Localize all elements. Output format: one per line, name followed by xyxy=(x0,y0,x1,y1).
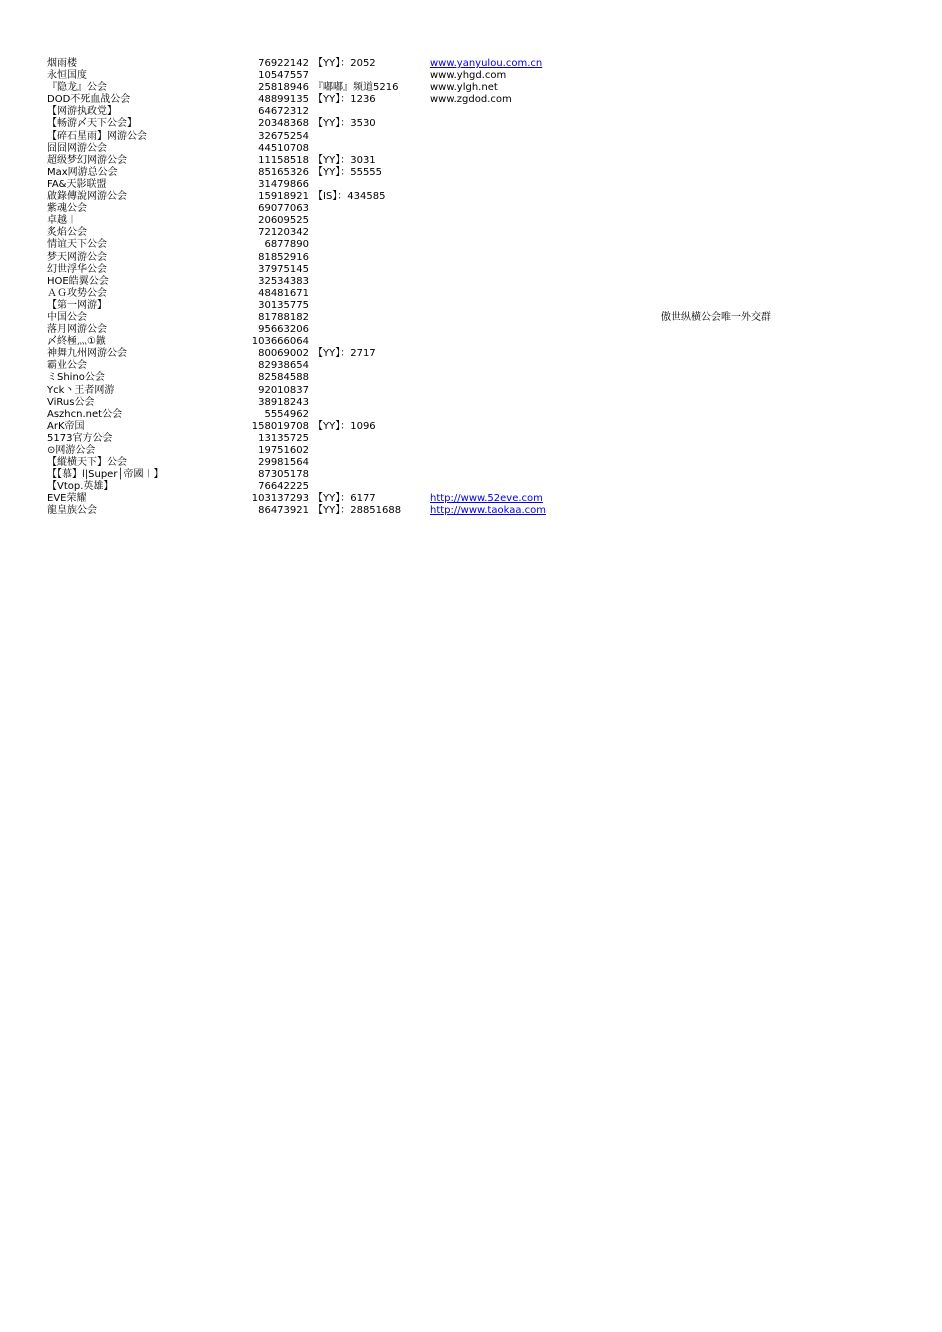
group-number-cell: 10547557 xyxy=(258,70,309,82)
group-number-cell: 86473921 xyxy=(258,505,309,517)
guild-name-cell: 5173官方公会 xyxy=(47,432,113,444)
voice-channel-cell: 【YY】：2052 xyxy=(313,58,376,69)
guild-name-cell: EVE荣耀 xyxy=(47,493,87,505)
guild-name-cell: 永恒国度 xyxy=(47,70,87,82)
guild-name-cell: 情谊天下公会 xyxy=(47,239,107,251)
table-row xyxy=(47,191,927,203)
website-cell: www.zgdod.com xyxy=(430,94,512,106)
table-row xyxy=(47,312,927,324)
table-row xyxy=(47,106,927,118)
group-number-cell: 29981564 xyxy=(258,457,309,469)
group-number-cell: 92010837 xyxy=(258,384,309,396)
guild-name-cell: 卓越︱ xyxy=(47,215,77,227)
table-row xyxy=(47,360,927,372)
guild-name-cell: 【畅游〆天下公会】 xyxy=(47,118,137,130)
group-number-cell: 81788182 xyxy=(258,311,309,323)
group-number-cell: 76642225 xyxy=(258,481,309,493)
group-number-cell: 69077063 xyxy=(258,203,309,215)
table-row xyxy=(47,227,927,239)
table-row xyxy=(47,179,927,191)
group-number-cell: 38918243 xyxy=(258,396,309,408)
website-cell: www.ylgh.net xyxy=(430,82,498,94)
voice-channel-cell: 【YY】：1096 xyxy=(313,420,376,432)
guild-name-cell: 神舞九州网游公会 xyxy=(47,348,127,360)
table-row xyxy=(47,409,927,421)
guild-name-cell: ＡＧ攻势公会 xyxy=(47,287,107,299)
guild-name-cell: ViRus公会 xyxy=(47,396,95,408)
group-number-cell: 30135775 xyxy=(258,299,309,311)
table-row xyxy=(47,70,927,82)
table-row xyxy=(47,94,927,106)
voice-channel-cell: 【YY】：6177 xyxy=(313,493,376,505)
website-link[interactable]: http://www.taokaa.com xyxy=(430,505,547,517)
voice-channel-cell: 【YY】：2717 xyxy=(313,348,376,360)
table-row xyxy=(47,457,927,469)
table-row xyxy=(47,288,927,300)
guild-name-cell: FA&天影联盟 xyxy=(47,178,107,190)
guild-name-cell: 【Vtop.英雄】 xyxy=(47,481,114,493)
guild-name-cell: 【【慕】l|Super│帝國︱】 xyxy=(47,469,164,481)
table-row xyxy=(47,264,927,276)
guild-name-cell: DOD不死血战公会 xyxy=(47,94,131,106)
guild-name-cell: 梦天网游公会 xyxy=(47,251,107,263)
guild-name-cell: 落月网游公会 xyxy=(47,324,107,336)
group-number-cell: 82584588 xyxy=(258,372,309,384)
guild-name-cell: Max网游总公会 xyxy=(47,166,118,178)
guild-name-cell: 龍皇族公会 xyxy=(47,505,97,517)
table-row xyxy=(47,348,927,360)
guild-name-cell: 啟錄傳說网游公会 xyxy=(47,191,127,203)
group-number-cell: 80069002 xyxy=(258,348,309,360)
table-row xyxy=(47,239,927,251)
group-number-cell: 19751602 xyxy=(258,445,309,456)
table-row xyxy=(47,372,927,384)
group-number-cell: 15918921 xyxy=(258,191,309,203)
note-cell: 傲世纵横公会唯一外交群 xyxy=(661,311,771,323)
group-number-cell: 37975145 xyxy=(258,263,309,275)
website-link[interactable]: www.yanyulou.com.cn xyxy=(430,58,543,69)
group-number-cell: 72120342 xyxy=(258,227,309,239)
table-row xyxy=(47,203,927,215)
group-number-cell: 103666064 xyxy=(251,336,309,348)
guild-name-cell: Yck丶王者网游 xyxy=(47,384,115,396)
group-number-cell: 103137293 xyxy=(251,493,309,505)
table-row xyxy=(47,276,927,288)
table-row xyxy=(47,493,927,505)
table-row xyxy=(47,167,927,179)
group-number-cell: 76922142 xyxy=(258,58,309,69)
voice-channel-cell: 【YY】：3530 xyxy=(313,118,376,130)
guild-name-cell: 炙焰公会 xyxy=(47,227,87,239)
group-number-cell: 32534383 xyxy=(258,275,309,287)
group-number-cell: 82938654 xyxy=(258,360,309,372)
voice-channel-cell: 【IS】：434585 xyxy=(313,191,386,203)
table-row xyxy=(47,385,927,397)
guild-name-cell: 【縱横天下】公会 xyxy=(47,457,127,469)
table-row xyxy=(47,143,927,155)
guild-name-cell: 囧囧网游公会 xyxy=(47,142,107,154)
guild-name-cell: 紫魂公会 xyxy=(47,203,87,215)
table-row xyxy=(47,433,927,445)
group-number-cell: 85165326 xyxy=(258,166,309,178)
voice-channel-cell: 【YY】：3031 xyxy=(313,154,376,166)
guild-list-sheet xyxy=(47,58,927,518)
table-row xyxy=(47,82,927,94)
group-number-cell: 5554962 xyxy=(264,408,309,420)
guild-name-cell: 【碎石星雨】网游公会 xyxy=(47,130,147,142)
table-row xyxy=(47,215,927,227)
guild-name-cell: HOE皓翼公会 xyxy=(47,275,109,287)
guild-name-cell: 【网游执政党】 xyxy=(47,106,117,118)
guild-name-cell: ArK帝国 xyxy=(47,420,85,432)
guild-name-cell: ⊙网游公会 xyxy=(47,445,96,456)
group-number-cell: 11158518 xyxy=(258,154,309,166)
table-row xyxy=(47,324,927,336)
group-number-cell: 44510708 xyxy=(258,142,309,154)
table-row xyxy=(47,421,927,433)
group-number-cell: 95663206 xyxy=(258,324,309,336)
group-number-cell: 48899135 xyxy=(258,94,309,106)
guild-name-cell: 〆終極灬①鏃 xyxy=(47,336,106,348)
voice-channel-cell: 【YY】：28851688 xyxy=(313,505,402,517)
guild-name-cell: 霸业公会 xyxy=(47,360,87,372)
group-number-cell: 31479866 xyxy=(258,178,309,190)
table-row xyxy=(47,131,927,143)
table-row xyxy=(47,505,927,517)
website-cell: www.yhgd.com xyxy=(430,70,507,82)
table-row xyxy=(47,58,927,70)
website-link[interactable]: http://www.52eve.com xyxy=(430,493,543,505)
table-row xyxy=(47,300,927,312)
table-row xyxy=(47,445,927,457)
group-number-cell: 20348368 xyxy=(258,118,309,130)
guild-name-cell: 中国公会 xyxy=(47,311,87,323)
group-number-cell: 64672312 xyxy=(258,106,309,118)
group-number-cell: 48481671 xyxy=(258,287,309,299)
group-number-cell: 25818946 xyxy=(258,82,309,94)
guild-name-cell: 超级梦幻网游公会 xyxy=(47,154,127,166)
guild-name-cell: ミShino公会 xyxy=(47,372,105,384)
guild-name-cell: 幻世浮华公会 xyxy=(47,263,107,275)
group-number-cell: 13135725 xyxy=(258,432,309,444)
table-row xyxy=(47,252,927,264)
table-row xyxy=(47,155,927,167)
group-number-cell: 6877890 xyxy=(264,239,309,251)
table-row xyxy=(47,336,927,348)
group-number-cell: 81852916 xyxy=(258,251,309,263)
guild-name-cell: 烟雨楼 xyxy=(47,58,77,69)
group-number-cell: 32675254 xyxy=(258,130,309,142)
table-row xyxy=(47,481,927,493)
voice-channel-cell: 【YY】：1236 xyxy=(313,94,376,106)
group-number-cell: 158019708 xyxy=(251,420,309,432)
table-row xyxy=(47,397,927,409)
guild-name-cell: Aszhcn.net公会 xyxy=(47,408,123,420)
table-row xyxy=(47,469,927,481)
voice-channel-cell: 『嘟嘟』频道5216 xyxy=(313,82,399,94)
group-number-cell: 87305178 xyxy=(258,469,309,481)
guild-name-cell: 【第一网游】 xyxy=(47,299,107,311)
guild-name-cell: 『隐龙』公会 xyxy=(47,82,107,94)
group-number-cell: 20609525 xyxy=(258,215,309,227)
voice-channel-cell: 【YY】：55555 xyxy=(313,166,383,178)
table-row xyxy=(47,118,927,130)
